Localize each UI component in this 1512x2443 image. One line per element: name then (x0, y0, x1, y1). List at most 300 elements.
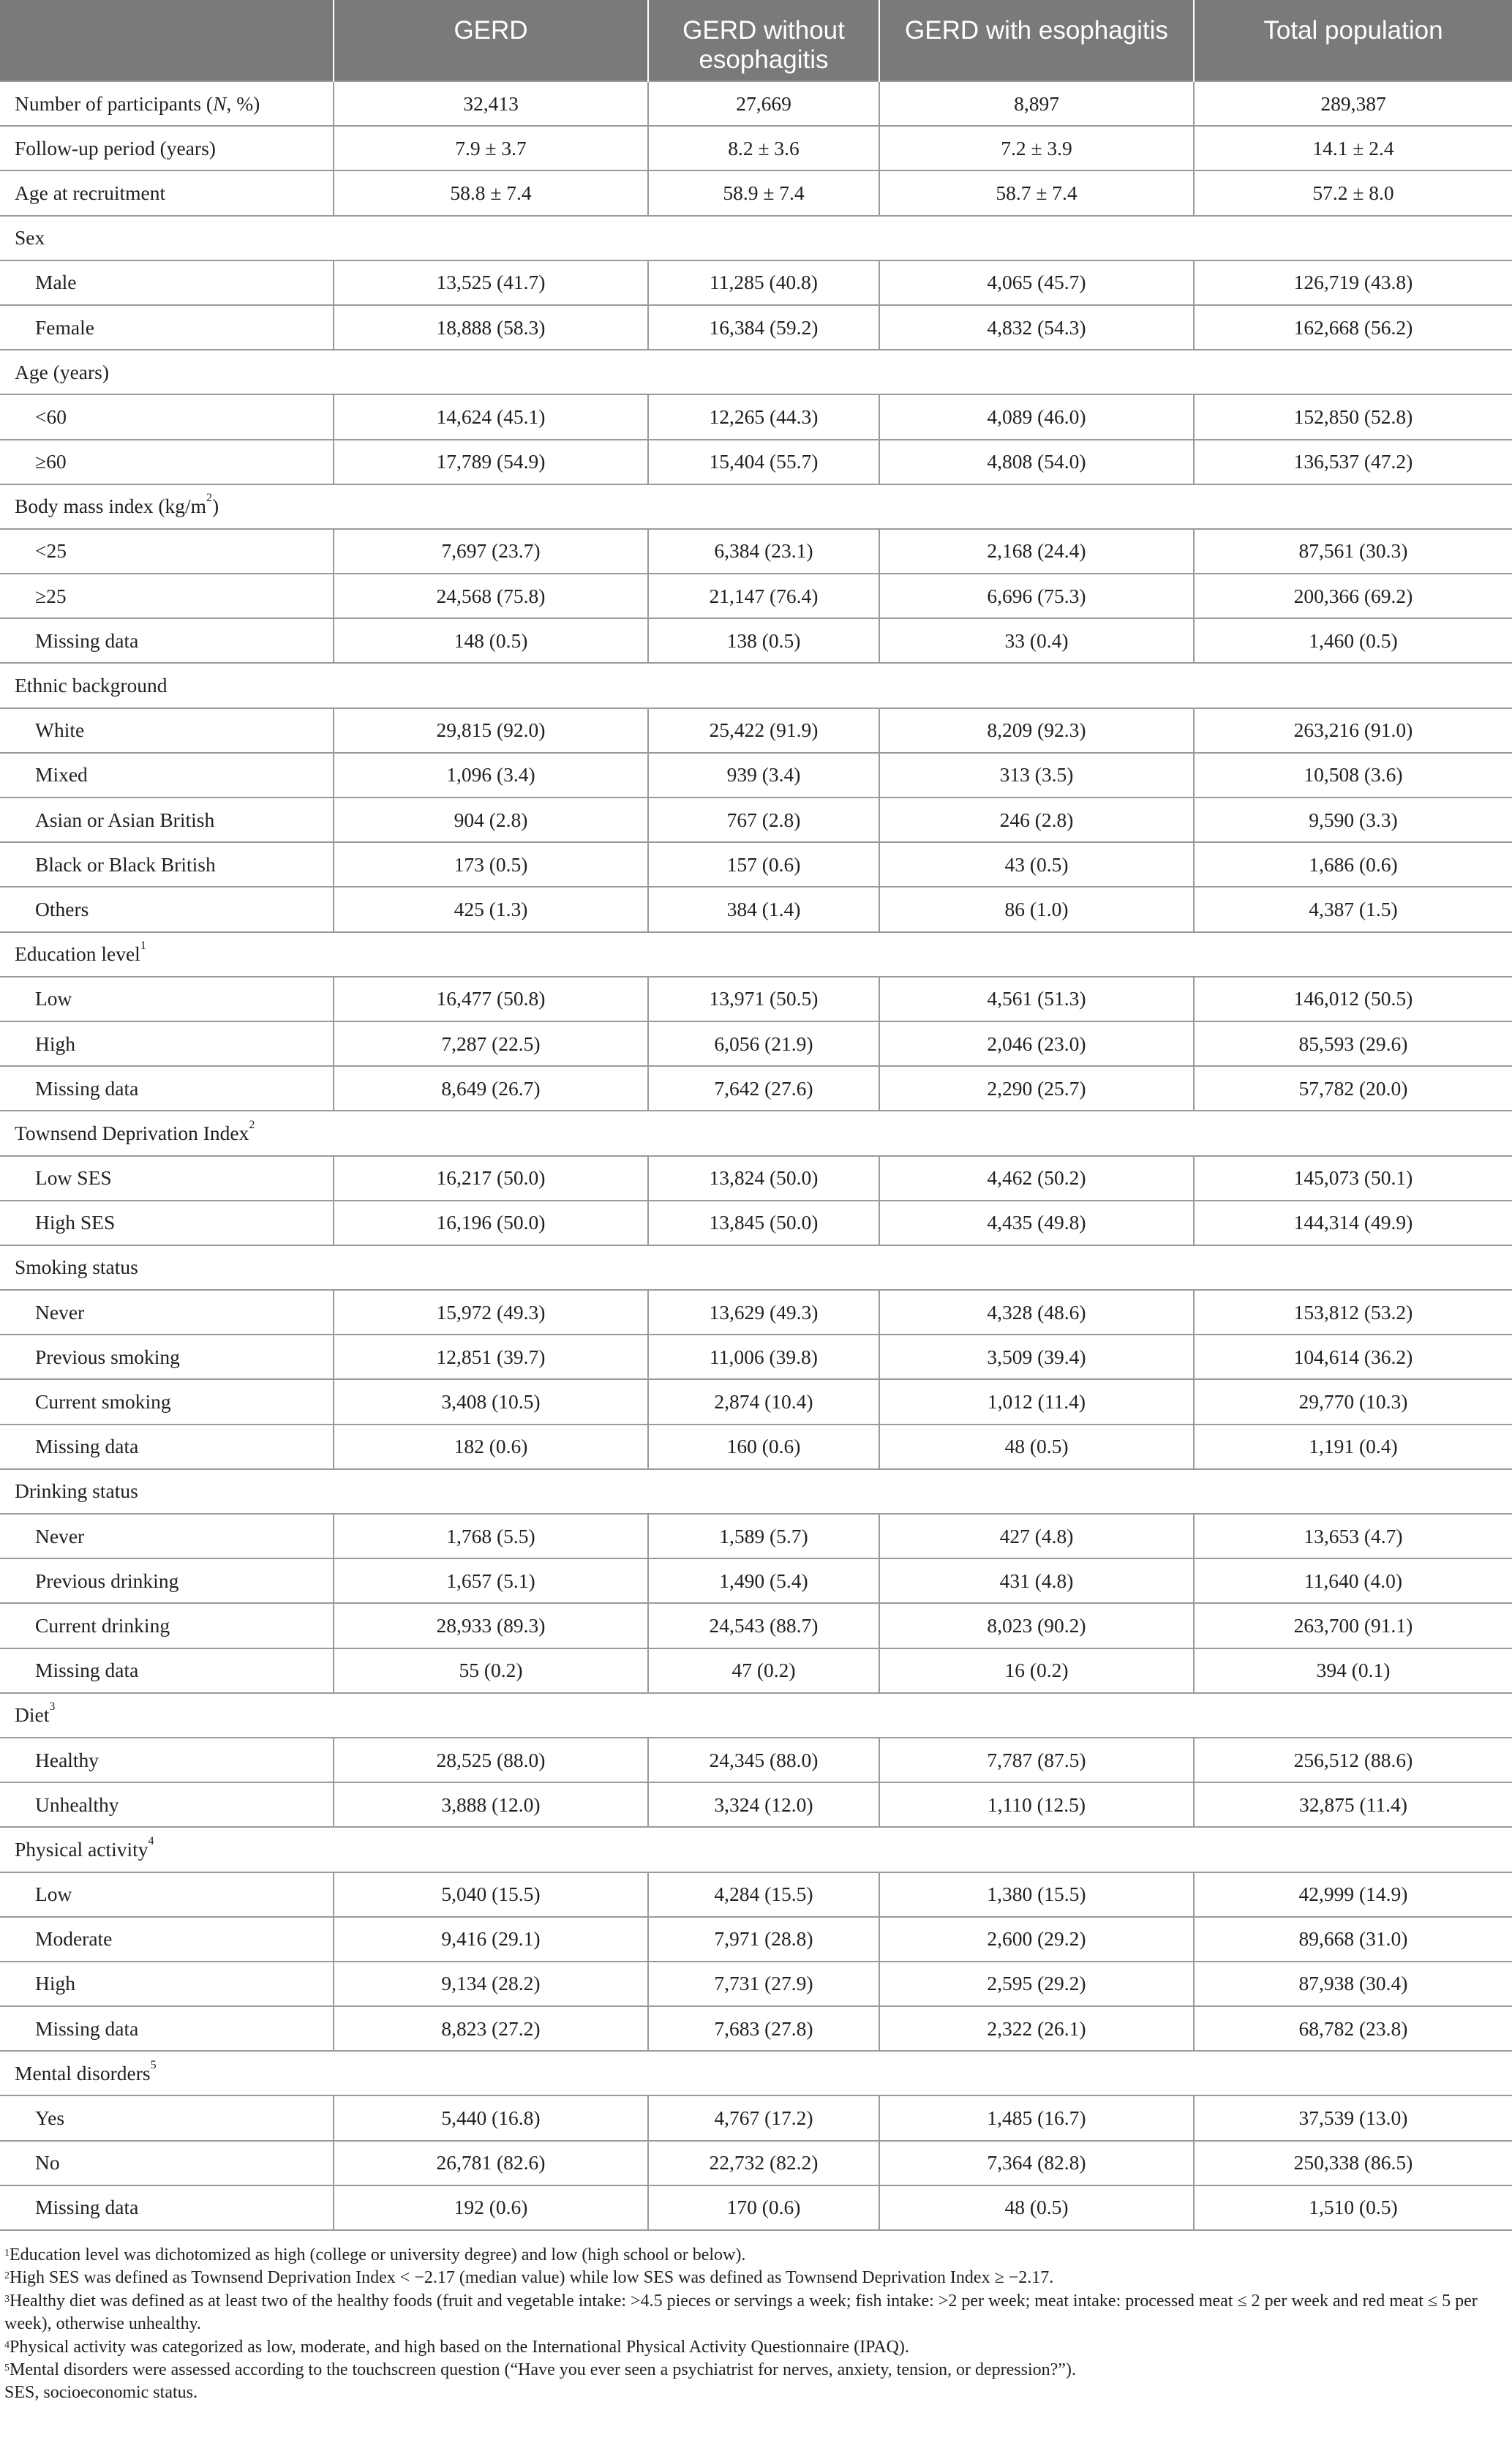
footnote-marker: 5 (150, 2058, 157, 2071)
row-label (0, 1962, 334, 2006)
table-cell: 3,408 (10.5) (334, 1379, 648, 1424)
table-row (0, 1558, 1512, 1603)
table-row (0, 1917, 1512, 1962)
table-cell: 4,832 (54.3) (879, 305, 1194, 350)
row-label (0, 529, 334, 574)
table-cell: 3,324 (12.0) (648, 1782, 879, 1827)
table-cell: 85,593 (29.6) (1194, 1021, 1512, 1066)
table-cell: 1,110 (12.5) (879, 1782, 1194, 1827)
row-label (0, 305, 334, 350)
table-cell: 32,875 (11.4) (1194, 1782, 1512, 1827)
table-footnotes (0, 2244, 1497, 2405)
table-cell: 2,874 (10.4) (648, 1379, 879, 1424)
table-cell: 1,589 (5.7) (648, 1514, 879, 1558)
table-cell: 7.2 ± 3.9 (879, 126, 1194, 170)
table-cell: 144,314 (49.9) (1194, 1201, 1512, 1245)
footnote (4, 2244, 1497, 2267)
table-row (0, 887, 1512, 931)
row-label-text: High SES (35, 1211, 116, 1234)
table-section-row (0, 1693, 1512, 1738)
table-cell: 7.9 ± 3.7 (334, 126, 648, 170)
row-label-text: Mental disorders (15, 2061, 151, 2084)
table-cell: 9,416 (29.1) (334, 1917, 648, 1962)
row-label (0, 618, 334, 663)
table-cell: 7,683 (27.8) (648, 2006, 879, 2051)
table-cell: 145,073 (50.1) (1194, 1156, 1512, 1201)
footnote-text: High SES was defined as Townsend Deprivation Index < −2.17 (median value) while low SES was defined as Townsend Deprivation Index ≥ −2.17. (10, 2268, 1054, 2288)
row-label-text: Drinking status (15, 1479, 138, 1503)
row-label-text: Number of participants ( (15, 91, 214, 115)
section-label (0, 216, 334, 260)
table-cell: 26,781 (82.6) (334, 2141, 648, 2185)
footnote (4, 2290, 1497, 2336)
table-cell: 152,850 (52.8) (1194, 394, 1512, 439)
table-cell: 58.8 ± 7.4 (334, 170, 648, 215)
row-label-text: Physical activity (15, 1837, 148, 1861)
row-label (0, 1738, 334, 1782)
row-label-text: Mixed (35, 763, 88, 787)
row-label-text: Healthy (35, 1748, 99, 1771)
row-label (0, 81, 334, 126)
table-cell: 57,782 (20.0) (1194, 1066, 1512, 1111)
table-cell: 1,490 (5.4) (648, 1558, 879, 1603)
table-row (0, 1962, 1512, 2006)
table-cell: 4,808 (54.0) (879, 440, 1194, 484)
table-cell: 16 (0.2) (879, 1648, 1194, 1693)
table-cell: 7,971 (28.8) (648, 1917, 879, 1962)
table-cell: 4,284 (15.5) (648, 1872, 879, 1917)
table-cell: 4,435 (49.8) (879, 1201, 1194, 1245)
table-cell: 8,823 (27.2) (334, 2006, 648, 2051)
section-empty-cell (334, 350, 1512, 394)
table-cell: 153,812 (53.2) (1194, 1290, 1512, 1335)
table-cell: 427 (4.8) (879, 1514, 1194, 1558)
row-label-text: Age (years) (15, 360, 110, 383)
table-cell: 24,568 (75.8) (334, 574, 648, 618)
table-cell: 7,287 (22.5) (334, 1021, 648, 1066)
table-cell: 27,669 (648, 81, 879, 126)
row-label-text: Black or Black British (35, 852, 216, 876)
table-section-row (0, 932, 1512, 977)
section-label (0, 1111, 334, 1155)
row-label-text: Female (35, 315, 94, 339)
row-label (0, 170, 334, 215)
footnote-text: SES, socioeconomic status. (4, 2383, 198, 2403)
table-row (0, 1201, 1512, 1245)
row-label-text: Moderate (35, 1927, 113, 1951)
section-label (0, 2051, 334, 2095)
table-row (0, 2141, 1512, 2185)
table-cell: 200,366 (69.2) (1194, 574, 1512, 618)
table-cell: 173 (0.5) (334, 842, 648, 887)
row-label (0, 1290, 334, 1335)
table-header-row (0, 0, 1512, 81)
table-row (0, 618, 1512, 663)
table-cell: 25,422 (91.9) (648, 708, 879, 753)
table-cell: 13,525 (41.7) (334, 260, 648, 305)
table-cell: 162,668 (56.2) (1194, 305, 1512, 350)
table-cell: 431 (4.8) (879, 1558, 1194, 1603)
row-label (0, 2006, 334, 2051)
section-label (0, 484, 334, 529)
row-label-text: Never (35, 1300, 85, 1324)
table-cell: 4,328 (48.6) (879, 1290, 1194, 1335)
table-cell: 8.2 ± 3.6 (648, 126, 879, 170)
table-row (0, 260, 1512, 305)
header-cell-total-population: Total population (1263, 16, 1443, 45)
table-cell: 289,387 (1194, 81, 1512, 126)
table-section-row (0, 2051, 1512, 2095)
section-empty-cell (334, 1111, 1512, 1155)
table-section-row (0, 350, 1512, 394)
footnote-text: Mental disorders were assessed according to the touchscreen question (“Have you ever seen a psychiatrist for nerves, anxiety, tension, or depression?”). (10, 2360, 1076, 2380)
table-row (0, 305, 1512, 350)
table-cell: 18,888 (58.3) (334, 305, 648, 350)
footnote-text: Physical activity was categorized as low, moderate, and high based on the International Physical Activity Questionnaire (IPAQ). (10, 2337, 909, 2357)
table-cell: 767 (2.8) (648, 798, 879, 842)
table-cell: 11,640 (4.0) (1194, 1558, 1512, 1603)
row-label (0, 1335, 334, 1379)
table-row (0, 170, 1512, 215)
table-cell: 13,971 (50.5) (648, 977, 879, 1021)
table-row (0, 1379, 1512, 1424)
table-row (0, 1066, 1512, 1111)
row-label (0, 2185, 334, 2230)
table-row (0, 1872, 1512, 1917)
row-label (0, 1021, 334, 1066)
row-label-tail: ) (212, 495, 219, 518)
table-cell: 42,999 (14.9) (1194, 1872, 1512, 1917)
row-label-text: Current drinking (35, 1613, 170, 1637)
row-label (0, 887, 334, 931)
table-cell: 138 (0.5) (648, 618, 879, 663)
table-cell: 87,938 (30.4) (1194, 1962, 1512, 2006)
footnote (4, 2267, 1497, 2289)
table-cell: 2,290 (25.7) (879, 1066, 1194, 1111)
row-label-text: Never (35, 1524, 85, 1547)
table-row (0, 708, 1512, 753)
section-label (0, 1827, 334, 1872)
table-row (0, 1021, 1512, 1066)
table-cell: 7,642 (27.6) (648, 1066, 879, 1111)
row-label (0, 842, 334, 887)
footnote-marker: 2 (206, 492, 213, 505)
footnote-number: 1 (4, 2248, 10, 2259)
table-cell: 4,387 (1.5) (1194, 887, 1512, 931)
table-cell: 394 (0.1) (1194, 1648, 1512, 1693)
row-label-text: Yes (35, 2106, 65, 2130)
table-cell: 13,653 (4.7) (1194, 1514, 1512, 1558)
table-row (0, 1514, 1512, 1558)
row-label-text: ≥60 (35, 450, 67, 473)
table-cell: 13,845 (50.0) (648, 1201, 879, 1245)
row-label-text: Male (35, 271, 77, 294)
section-empty-cell (334, 1245, 1512, 1290)
table-cell: 2,600 (29.2) (879, 1917, 1194, 1962)
table-cell: 89,668 (31.0) (1194, 1917, 1512, 1962)
row-label (0, 1917, 334, 1962)
row-label (0, 977, 334, 1021)
table-row (0, 440, 1512, 484)
table-cell: 126,719 (43.8) (1194, 260, 1512, 305)
table-cell: 86 (1.0) (879, 887, 1194, 931)
row-label (0, 753, 334, 798)
footnote-marker: 4 (148, 1834, 154, 1847)
table-cell: 1,657 (5.1) (334, 1558, 648, 1603)
table-cell: 48 (0.5) (879, 2185, 1194, 2230)
row-label (0, 1425, 334, 1469)
header-cell-gerd-with-esophagitis: GERD with esophagitis (879, 0, 1194, 81)
section-label (0, 1693, 334, 1738)
footnote (4, 2359, 1497, 2382)
table-row (0, 977, 1512, 1021)
table-row (0, 1335, 1512, 1379)
table-cell: 7,731 (27.9) (648, 1962, 879, 2006)
table-cell: 2,595 (29.2) (879, 1962, 1194, 2006)
row-label-text: White (35, 718, 85, 742)
table-cell: 160 (0.6) (648, 1425, 879, 1469)
section-label (0, 350, 334, 394)
section-label (0, 1469, 334, 1514)
table-section-row (0, 1827, 1512, 1872)
section-label (0, 1245, 334, 1290)
row-label (0, 394, 334, 439)
table-row (0, 753, 1512, 798)
table-row (0, 1782, 1512, 1827)
table-cell: 2,046 (23.0) (879, 1021, 1194, 1066)
table-cell: 2,322 (26.1) (879, 2006, 1194, 2051)
table-cell: 5,040 (15.5) (334, 1872, 648, 1917)
section-empty-cell (334, 2051, 1512, 2095)
table-cell: 384 (1.4) (648, 887, 879, 931)
table-cell: 157 (0.6) (648, 842, 879, 887)
table-cell: 58.7 ± 7.4 (879, 170, 1194, 215)
table-cell: 104,614 (36.2) (1194, 1335, 1512, 1379)
table-cell: 8,023 (90.2) (879, 1603, 1194, 1648)
table-section-row (0, 1469, 1512, 1514)
table-cell: 6,384 (23.1) (648, 529, 879, 574)
table-cell: 13,629 (49.3) (648, 1290, 879, 1335)
table-row (0, 1425, 1512, 1469)
table-row (0, 798, 1512, 842)
table-body (0, 81, 1512, 2230)
footnote-number: 4 (4, 2339, 10, 2351)
row-label (0, 2141, 334, 2185)
table-cell: 9,590 (3.3) (1194, 798, 1512, 842)
row-label-text: Low SES (35, 1166, 112, 1190)
table-cell: 1,096 (3.4) (334, 753, 648, 798)
table-section-row (0, 663, 1512, 708)
table-cell: 37,539 (13.0) (1194, 2095, 1512, 2140)
table-cell: 1,460 (0.5) (1194, 618, 1512, 663)
row-label (0, 126, 334, 170)
row-label-text: Others (35, 897, 89, 920)
row-label (0, 708, 334, 753)
table-cell: 58.9 ± 7.4 (648, 170, 879, 215)
table-cell: 3,888 (12.0) (334, 1782, 648, 1827)
table-cell: 16,217 (50.0) (334, 1156, 648, 1201)
table-cell: 14,624 (45.1) (334, 394, 648, 439)
table-cell: 32,413 (334, 81, 648, 126)
row-label-text: Smoking status (15, 1256, 138, 1279)
row-label-text: Townsend Deprivation Index (15, 1121, 249, 1144)
table-cell: 8,897 (879, 81, 1194, 126)
row-label-text: Diet (15, 1703, 50, 1727)
table-cell: 55 (0.2) (334, 1648, 648, 1693)
table-cell: 24,543 (88.7) (648, 1603, 879, 1648)
section-empty-cell (334, 1827, 1512, 1872)
row-label-text: Unhealthy (35, 1793, 119, 1816)
table-cell: 12,265 (44.3) (648, 394, 879, 439)
table-cell: 17,789 (54.9) (334, 440, 648, 484)
table-cell: 57.2 ± 8.0 (1194, 170, 1512, 215)
table-row (0, 81, 1512, 126)
table-row (0, 2095, 1512, 2140)
table-row (0, 529, 1512, 574)
row-label-text: High (35, 1972, 75, 1995)
row-label (0, 1156, 334, 1201)
table-cell: 33 (0.4) (879, 618, 1194, 663)
table-cell: 1,510 (0.5) (1194, 2185, 1512, 2230)
row-label-text: Education level (15, 942, 140, 966)
row-label-text: Missing data (35, 1659, 139, 1682)
table-row (0, 1648, 1512, 1693)
table-cell: 250,338 (86.5) (1194, 2141, 1512, 2185)
table-cell: 28,933 (89.3) (334, 1603, 648, 1648)
table-cell: 28,525 (88.0) (334, 1738, 648, 1782)
table-cell: 1,485 (16.7) (879, 2095, 1194, 2140)
footnote-number: 3 (4, 2293, 10, 2305)
table-cell: 14.1 ± 2.4 (1194, 126, 1512, 170)
table-cell: 16,477 (50.8) (334, 977, 648, 1021)
row-label-text: <60 (35, 405, 67, 428)
table-cell: 21,147 (76.4) (648, 574, 879, 618)
table-cell: 68,782 (23.8) (1194, 2006, 1512, 2051)
row-label-text: Previous drinking (35, 1569, 179, 1592)
row-label (0, 574, 334, 618)
footnote-marker: 3 (49, 1700, 56, 1714)
row-label-text: Follow-up period (years) (15, 136, 216, 160)
footnote-text: Healthy diet was defined as at least two of the healthy foods (fruit and vegetable intake: >4.5 pieces or servings a week; fish intake: >2 per week; meat intake: processed meat ≤ 2 per week and red meat ≤ 5 per week), otherwise unhealthy. (4, 2291, 1478, 2334)
footnote-number: 2 (4, 2270, 10, 2282)
table-cell: 182 (0.6) (334, 1425, 648, 1469)
footnote (4, 2382, 1497, 2404)
table-cell: 12,851 (39.7) (334, 1335, 648, 1379)
table-cell: 1,686 (0.6) (1194, 842, 1512, 887)
row-label-text: Missing data (35, 1076, 139, 1100)
table-cell: 16,384 (59.2) (648, 305, 879, 350)
section-label (0, 932, 334, 977)
table-cell: 146,012 (50.5) (1194, 977, 1512, 1021)
table-cell: 10,508 (3.6) (1194, 753, 1512, 798)
table-cell: 256,512 (88.6) (1194, 1738, 1512, 1782)
table-cell: 6,056 (21.9) (648, 1021, 879, 1066)
table-cell: 939 (3.4) (648, 753, 879, 798)
row-label-text: No (35, 2151, 60, 2174)
row-label-text: High (35, 1032, 75, 1055)
row-label-text: Ethnic background (15, 674, 168, 697)
row-label-italic: N (213, 91, 227, 115)
table-row (0, 1738, 1512, 1782)
footnote-marker: 1 (140, 939, 146, 953)
header-cell-gerd: GERD (334, 0, 648, 81)
header-cell-variable (0, 0, 334, 81)
row-label (0, 260, 334, 305)
section-empty-cell (334, 1693, 1512, 1738)
table-row (0, 842, 1512, 887)
section-empty-cell (334, 216, 1512, 260)
row-label (0, 1558, 334, 1603)
table-cell: 29,815 (92.0) (334, 708, 648, 753)
table-row (0, 394, 1512, 439)
row-label-text: Missing data (35, 628, 139, 652)
table-cell: 4,065 (45.7) (879, 260, 1194, 305)
row-label-text: Low (35, 1883, 72, 1906)
section-empty-cell (334, 932, 1512, 977)
section-empty-cell (334, 663, 1512, 708)
table-cell: 170 (0.6) (648, 2185, 879, 2230)
table-cell: 263,700 (91.1) (1194, 1603, 1512, 1648)
row-label (0, 1379, 334, 1424)
table-cell: 7,787 (87.5) (879, 1738, 1194, 1782)
row-label-tail: , %) (226, 91, 260, 115)
table-row (0, 1603, 1512, 1648)
table-cell: 24,345 (88.0) (648, 1738, 879, 1782)
row-label (0, 1514, 334, 1558)
row-label-text: Missing data (35, 1435, 139, 1458)
section-label (0, 663, 334, 708)
row-label (0, 1872, 334, 1917)
row-label-text: Body mass index (kg/m (15, 495, 207, 518)
header-cell-gerd-without-esophagitis: GERD without esophagitis (648, 0, 879, 81)
row-label-text: <25 (35, 539, 67, 563)
row-label (0, 1648, 334, 1693)
table-cell: 4,767 (17.2) (648, 2095, 879, 2140)
table-cell: 425 (1.3) (334, 887, 648, 931)
table-cell: 7,364 (82.8) (879, 2141, 1194, 2185)
row-label-text: Sex (15, 226, 45, 249)
table-cell: 15,972 (49.3) (334, 1290, 648, 1335)
row-label-text: Previous smoking (35, 1345, 180, 1368)
table-cell: 4,462 (50.2) (879, 1156, 1194, 1201)
table-cell: 8,649 (26.7) (334, 1066, 648, 1111)
table-row (0, 574, 1512, 618)
table-cell: 43 (0.5) (879, 842, 1194, 887)
table-section-row (0, 1111, 1512, 1155)
table-cell: 47 (0.2) (648, 1648, 879, 1693)
table-cell: 3,509 (39.4) (879, 1335, 1194, 1379)
table-cell: 7,697 (23.7) (334, 529, 648, 574)
table-cell: 29,770 (10.3) (1194, 1379, 1512, 1424)
table-cell: 148 (0.5) (334, 618, 648, 663)
table-cell: 246 (2.8) (879, 798, 1194, 842)
footnote (4, 2336, 1497, 2359)
footnote-number: 5 (4, 2363, 10, 2374)
table-cell: 87,561 (30.3) (1194, 529, 1512, 574)
table-cell: 4,561 (51.3) (879, 977, 1194, 1021)
table-section-row (0, 484, 1512, 529)
table-row (0, 126, 1512, 170)
table-cell: 1,191 (0.4) (1194, 1425, 1512, 1469)
table-cell: 4,089 (46.0) (879, 394, 1194, 439)
footnote-marker: 2 (249, 1118, 255, 1131)
row-label (0, 440, 334, 484)
table-cell: 22,732 (82.2) (648, 2141, 879, 2185)
table-cell: 313 (3.5) (879, 753, 1194, 798)
table-cell: 15,404 (55.7) (648, 440, 879, 484)
table-section-row (0, 216, 1512, 260)
table-cell: 16,196 (50.0) (334, 1201, 648, 1245)
